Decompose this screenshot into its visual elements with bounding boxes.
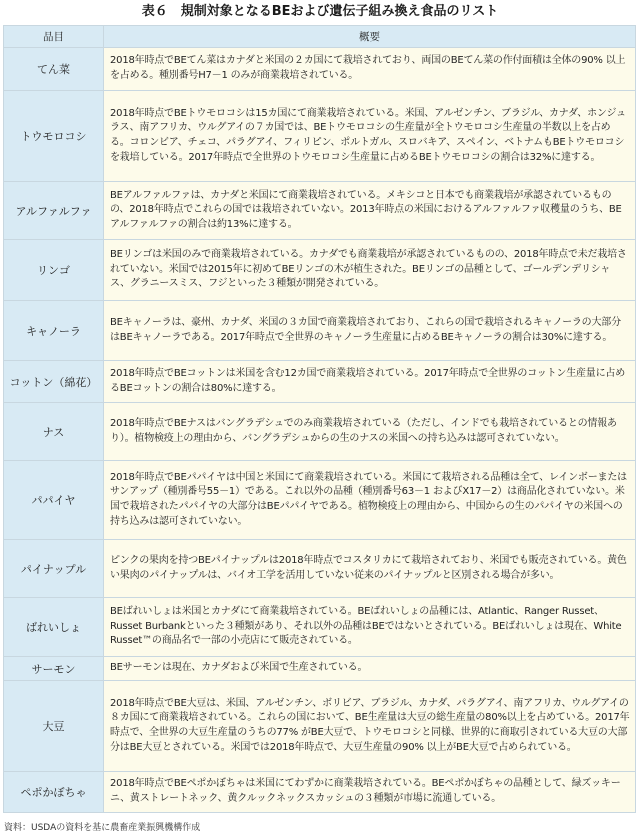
table-row: [4, 91, 636, 182]
header-summary: 概要: [104, 26, 636, 48]
row-item: パイナップル: [4, 540, 104, 598]
row-item: ばれいしょ: [4, 598, 104, 657]
row-summary: BEばれいしょは米国とカナダにて商業栽培されている。BEばれいしょの品種には、Atlantic、Ranger Russet、Russet Burbankといった３種類があり、それ以外の品種はBEではないとされている。BEばれいしょは現在、White Russet™の商品名で一部の小売店にて販売されている。: [104, 598, 636, 657]
row-summary: BEアルファルファは、カナダと米国にて商業栽培されている。メキシコと日本でも商業栽培が承認されているものの、2018年時点でこれらの国では栽培されていない。2013年時点の米国におけるアルファルファ収穫量のうち、BEアルファルファの割合は約13%に達する。: [104, 182, 636, 240]
row-summary: 2018年時点でBEてん菜はカナダと米国の２カ国にて栽培されており、両国のBEてん菜の作付面積は全体の90% 以上を占める。種別番号H7－1 のみが商業栽培されている。: [104, 48, 636, 91]
table-row: [4, 240, 636, 301]
row-item: コットン（綿花）: [4, 361, 104, 403]
row-summary: 2018年時点でBEパパイヤは中国と米国にて商業栽培されている。米国にて栽培される品種は全て、レインボーまたはサンアップ（種別番号55－1）である。これ以外の品種（種別番号63－1 およびX17－2）は商品化されていない。米国で栽培されたパパイヤの大部分はBEパパイヤである。植物検疫上の理由から、中国からの生のパパイヤの米国への持ち込みは認可されていない。: [104, 461, 636, 540]
table-row: [4, 182, 636, 240]
row-summary: ピンクの果肉を持つBEパイナップルは2018年時点でコスタリカにて栽培されており、米国でも販売されている。黄色い果肉のパイナップルは、バイオ工学を活用していない従来のパイナップルと区別される場合が多い。: [104, 540, 636, 598]
row-item: てん菜: [4, 48, 104, 91]
header-item: 品目: [4, 26, 104, 48]
table-row: [4, 657, 636, 681]
row-summary: 2018年時点でBEナスはバングラデシュでのみ商業栽培されている（ただし、インドでも栽培されているとの情報あり）。植物検疫上の理由から、バングラデシュからの生のナスの米国への持ち込みは認可されていない。: [104, 403, 636, 461]
gm-food-table: [3, 25, 636, 813]
table-row: [4, 361, 636, 403]
row-item: キャノーラ: [4, 301, 104, 361]
row-summary: 2018年時点でBEトウモロコシは15カ国にて商業栽培されている。米国、アルゼンチン、ブラジル、カナダ、ホンジュラス、南アフリカ、ウルグアイの７カ国では、BEトウモロコシの生産量が全トウモロコシ生産量の半数以上を占める。コロンビア、チェコ、パラグアイ、フィリピン、ポルトガル、スロバキア、スペイン、ベトナムもBEトウモロコシを栽培している。2017年時点で全世界のトウモロコシ生産量に占めるBEトウモロコシの割合は32%に達する。: [104, 91, 636, 182]
row-summary: 2018年時点でBE大豆は、米国、アルゼンチン、ボリビア、ブラジル、カナダ、パラグアイ、南アフリカ、ウルグアイの８カ国にて商業栽培されている。これらの国において、BE生産量は大豆の総生産量の80%以上を占めている。2017年時点で、全世界の大豆生産量のうちの77% がBE大豆で、トウモロコシと同様、世界的に商取引されている大豆の大部分はBE大豆とされている。米国では2018年時点で、大豆生産量の90% 以上がBE大豆で占められている。: [104, 681, 636, 772]
row-summary: 2018年時点でBEコットンは米国を含む12カ国で商業栽培されている。2017年時点で全世界のコットン生産量に占めるBEコットンの割合は80%に達する。: [104, 361, 636, 403]
row-summary: BEキャノーラは、豪州、カナダ、米国の３カ国で商業栽培されており、これらの国で栽培されるキャノーラの大部分はBEキャノーラである。2017年時点で全世界のキャノーラ生産量に占めるBEキャノーラの割合は30%に達する。: [104, 301, 636, 361]
row-item: ナス: [4, 403, 104, 461]
row-item: ペポかぼちゃ: [4, 772, 104, 813]
row-summary: BEサーモンは現在、カナダおよび米国で生産されている。: [104, 657, 636, 681]
table-row: [4, 48, 636, 91]
header-row: [4, 26, 636, 48]
row-item: 大豆: [4, 681, 104, 772]
table-row: [4, 461, 636, 540]
table-row: [4, 403, 636, 461]
row-item: リンゴ: [4, 240, 104, 301]
table-title: 表６ 規制対象となるBEおよび遺伝子組み換え食品のリスト: [141, 4, 499, 19]
row-item: パパイヤ: [4, 461, 104, 540]
row-summary: BEリンゴは米国のみで商業栽培されている。カナダでも商業栽培が承認されているものの、2018年時点で未だ栽培されていない。米国では2015年に初めてBEリンゴの木が植生された。BEリンゴの品種として、ゴールデンデリシャス、グラニースミス、フジといった３種類が開発されている。: [104, 240, 636, 301]
row-item: アルファルファ: [4, 182, 104, 240]
row-item: トウモロコシ: [4, 91, 104, 182]
row-summary: 2018年時点でBEペポかぼちゃは米国にてわずかに商業栽培されている。BEペポかぼちゃの品種として、緑ズッキーニ、黄ストレートネック、黄クルックネックスカッシュの３種類が市場に流通している。: [104, 772, 636, 813]
table-row: [4, 772, 636, 813]
table-row: [4, 681, 636, 772]
table-row: [4, 301, 636, 361]
row-item: サーモン: [4, 657, 104, 681]
table-row: [4, 598, 636, 657]
source-note: 資料：USDAの資料を基に農畜産業振興機構作成: [4, 823, 201, 833]
table-row: [4, 540, 636, 598]
